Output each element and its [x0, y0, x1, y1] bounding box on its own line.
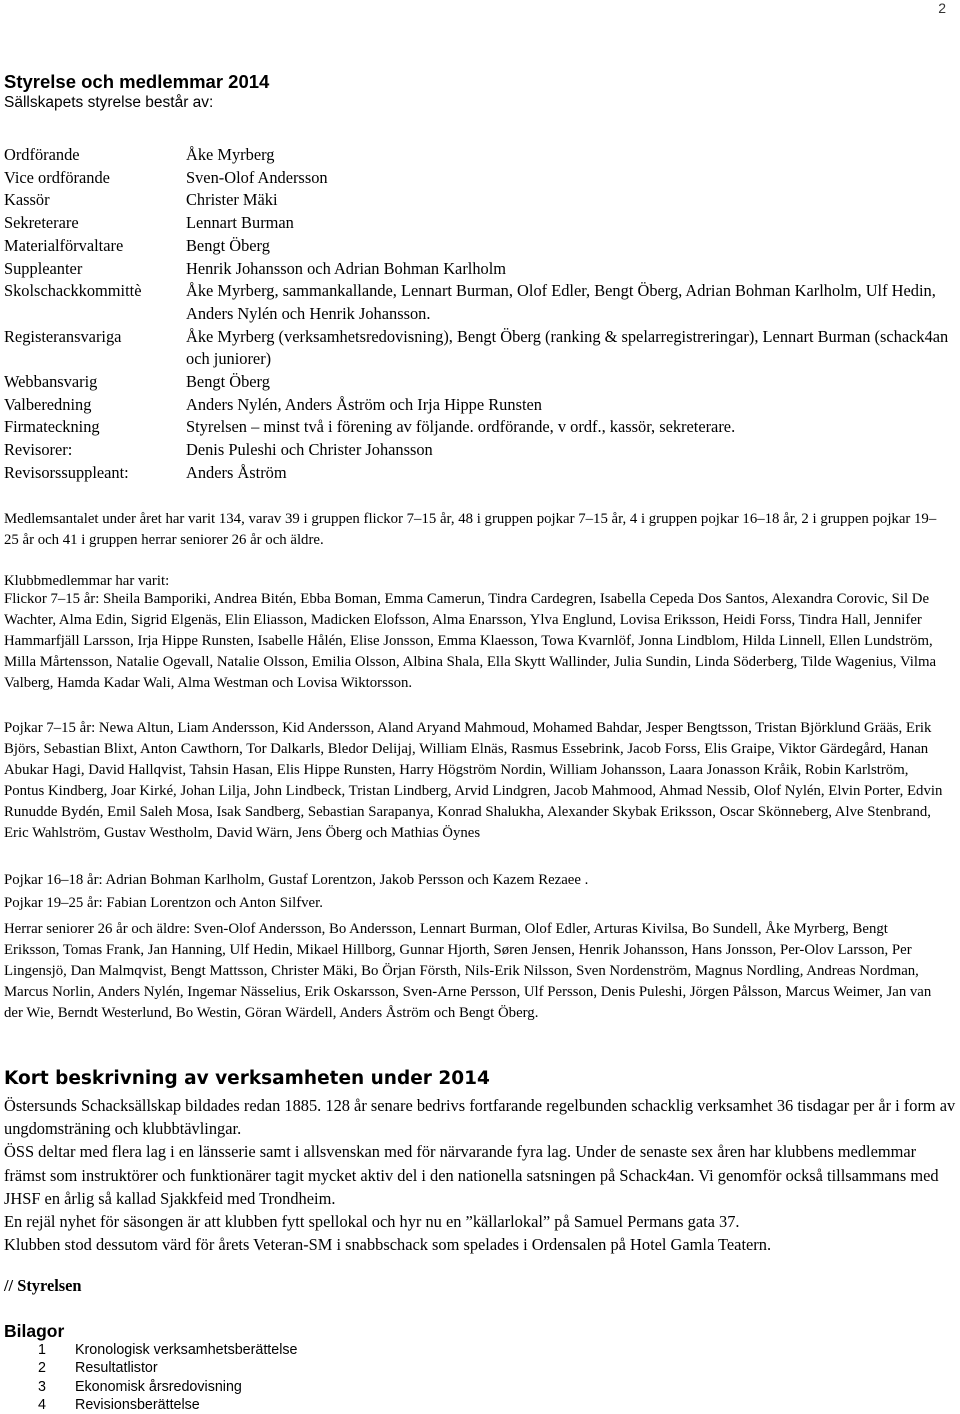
attachment-number: 1 — [38, 1342, 46, 1358]
members-seniors-paragraph: Herrar seniorer 26 år och äldre: Sven-Olof Andersson, Bo Andersson, Lennart Burman, Olof Edler, Arturas Kivilsa, Bo Sundell, Åke Myrberg, Bengt Eriksson, Tomas Frank, Jan Hanning, Ulf Hedin, Mikael Hillborg, Gunnar Hjorth, Søren Jensen, Henrik Johansson, Hans Jonsson, Per-Olov Larsson, Per Lingensjö, Dan Malmqvist, Bengt Mattsson, Christer Mäki, Bo Örjan Försth, Nils-Erik Nilsson, Sven Nordenström, Magnus Nordling, Andreas Nordman, Marcus Norlin, Anders Nylén, Ingemar Nässelius, Erik Oskarsson, Sven-Arne Persson, Ulf Persson, Denis Puleshi, Jörgen Pålsson, Marcus Weimer, Jan van der Wie, Berndt Westerlund, Bo Westin, Göran Wärdell, Anders Åström och Bengt Öberg. — [4, 921, 932, 1021]
board-role: Revisorssuppleant: — [4, 462, 129, 482]
page-number: 2 — [938, 0, 946, 16]
board-row — [4, 326, 954, 371]
board-role: Kassör — [4, 190, 50, 210]
board-member: Denis Puleshi och Christer Johansson — [186, 440, 433, 460]
board-row — [4, 280, 954, 325]
board-member: Åke Myrberg (verksamhetsredovisning), Bengt Öberg (ranking & spelarregistreringar), Lennart Burman (schack4an och juniorer) — [186, 326, 949, 369]
board-row — [4, 462, 954, 485]
board-row — [4, 167, 954, 190]
board-row — [4, 144, 954, 167]
attachment-label: Ekonomisk årsredovisning — [75, 1378, 242, 1395]
attachments-heading: Bilagor — [4, 1321, 65, 1341]
members-boys-19-25-paragraph: Pojkar 19–25 år: Fabian Lorentzon och Anton Silfver. — [4, 895, 323, 911]
board-member: Styrelsen – minst två i förening av följande. ordförande, v ordf., kassör, sekreterare. — [186, 417, 736, 437]
board-row — [4, 439, 954, 462]
board-row — [4, 394, 954, 417]
board-row — [4, 258, 954, 281]
attachment-item — [38, 1359, 298, 1377]
board-member: Åke Myrberg, sammankallande, Lennart Burman, Olof Edler, Bengt Öberg, Adrian Bohman Karlholm, Ulf Hedin, Anders Nylén och Henrik Johansson. — [186, 281, 936, 323]
signature: // Styrelsen — [4, 1276, 82, 1295]
board-member: Sven-Olof Andersson — [186, 167, 328, 187]
board-member: Anders Åström — [186, 462, 287, 482]
attachment-number: 4 — [38, 1396, 46, 1413]
attachment-item — [38, 1378, 298, 1396]
attachment-number: 2 — [38, 1360, 46, 1377]
board-row — [4, 371, 954, 394]
board-role: Vice ordförande — [4, 167, 110, 187]
board-row — [4, 416, 954, 439]
board-row — [4, 235, 954, 258]
board-role: Registeransvariga — [4, 326, 122, 346]
members-girls-paragraph: Flickor 7–15 år: Sheila Bamporiki, Andrea Bitén, Ebba Boman, Emma Camerun, Tindra Cardegren, Isabella Cepeda Dos Santos, Alexandra Corovic, Sil De Wachter, Alma Edin, Sigrid Elgenäs, Elin Eliasson, Madicken Elofsson, Alma Enarsson, Ylva Englund, Lovisa Eriksson, Heidi Forss, Tindra Hall, Jennifer Hammarfjäll Larsson, Irja Hippe Runsten, Isabelle Hålén, Elise Jonsson, Emma Klaesson, Towa Kvarnlöf, Jonna Lindblom, Hilda Linnell, Ellen Lundström, Milla Mårtensson, Natalie Ogevall, Natalie Olsson, Emilia Olsson, Albina Shala, Ella Skytt Wallinder, Julia Sundin, Linda Söderberg, Tilde Wagenius, Vilma Valberg, Hamda Kadar Wali, Alma Westman och Lovisa Wiktorsson. — [4, 591, 937, 691]
attachment-item — [38, 1341, 298, 1359]
attachments-list — [38, 1341, 298, 1414]
page-title: Styrelse och medlemmar 2014 — [4, 71, 270, 92]
activity-heading: Kort beskrivning av verksamheten under 2014 — [4, 1068, 490, 1089]
board-table — [4, 144, 954, 485]
board-role: Firmateckning — [4, 417, 100, 437]
members-boys-7-15-paragraph: Pojkar 7–15 år: Newa Altun, Liam Andersson, Kid Andersson, Aland Aryand Mahmoud, Mohamed Bahdar, Jesper Bengtsson, Tristan Björklund Grääs, Erik Björs, Sebastian Blixt, Anton Cawthorn, Tor Dalkarls, Bledor Delijaj, William Elnäs, Rasmus Essebrink, Jacob Forss, Elis Graipe, Viktor Gärdegård, Hanan Abukar Hagi, David Hallqvist, Tahsin Hasan, Elis Hippe Runsten, Harry Högström Nordin, William Johansson, Laara Jonasson Kråik, Robin Karlström, Pontus Kindberg, Joar Kirké, Johan Lilja, John Lindbeck, Tristan Lindberg, Arvid Lindgren, Jacob Mahmood, Ahmad Nessib, Olof Nylén, Elvin Porter, Edvin Runudde Bydén, Emil Saleh Mosa, Isak Sandberg, Sebastian Sarapanya, Konrad Shalukha, Alexander Skybak Eriksson, Oscar Skönneberg, Alve Stenbrand, Eric Wahlström, Gustav Westholm, David Wärn, Jens Öberg och Mathias Öynes — [4, 720, 943, 841]
board-member: Christer Mäki — [186, 190, 278, 210]
board-row — [4, 212, 954, 235]
board-member: Bengt Öberg — [186, 372, 270, 392]
board-role: Skolschackkommittè — [4, 281, 142, 301]
attachment-label: Resultatlistor — [75, 1360, 158, 1377]
board-role: Suppleanter — [4, 258, 83, 278]
activity-paragraph: Östersunds Schacksällskap bildades redan 1885. 128 år senare bedrivs fortfarande regelbunden schacklig verksamhet 36 tisdagar per år i form av ungdomsträning och klubbtävlingar. ÖSS deltar med flera lag i en länsserie samt i allsvenskan med för närvarande fyra lag. Under de senaste sex åren har klubbens medlemmar främst som instruktörer och funktionärer tagit mycket aktiv del i den nationella satsningen på Schack4an. Vi genomför också tillsammans med JHSF en årlig så kallad Sjakkfeid med Trondheim. En rejäl nyhet för säsongen är att klubben fytt spellokal och hyr nu en ”källarlokal” på Samuel Permans gata 37. Klubben stod dessutom värd för årets Veteran-SM i snabbschack som spelades i Ordensalen på Hotel Gamla Teatern. — [4, 1096, 956, 1255]
board-role: Ordförande — [4, 145, 80, 164]
page-subtitle: Sällskapets styrelse består av: — [4, 94, 214, 111]
board-member: Henrik Johansson och Adrian Bohman Karlholm — [186, 258, 507, 278]
board-member: Bengt Öberg — [186, 235, 270, 255]
membership-count-paragraph: Medlemsantalet under året har varit 134, varav 39 i gruppen flickor 7–15 år, 48 i gruppen pojkar 7–15 år, 4 i gruppen pojkar 16–18 år, 2 i gruppen pojkar 19–25 år och 41 i gruppen herrar seniorer 26 år och äldre. — [4, 511, 937, 548]
board-role: Revisorer: — [4, 440, 73, 460]
attachment-item — [38, 1396, 298, 1414]
board-role: Webbansvarig — [4, 372, 98, 392]
members-boys-16-18-paragraph: Pojkar 16–18 år: Adrian Bohman Karlholm, Gustaf Lorentzon, Jakob Persson och Kazem Rezaee . — [4, 872, 589, 888]
board-member: Åke Myrberg — [186, 145, 275, 164]
attachment-label: Revisionsberättelse — [75, 1396, 200, 1413]
board-member: Lennart Burman — [186, 213, 294, 233]
board-row — [4, 189, 954, 212]
board-role: Valberedning — [4, 394, 92, 414]
members-intro: Klubbmedlemmar har varit: — [4, 573, 170, 589]
board-member: Anders Nylén, Anders Åström och Irja Hippe Runsten — [186, 394, 542, 414]
board-role: Materialförvaltare — [4, 235, 124, 255]
board-role: Sekreterare — [4, 213, 79, 233]
attachment-number: 3 — [38, 1378, 46, 1395]
attachment-label: Kronologisk verksamhetsberättelse — [75, 1342, 298, 1358]
